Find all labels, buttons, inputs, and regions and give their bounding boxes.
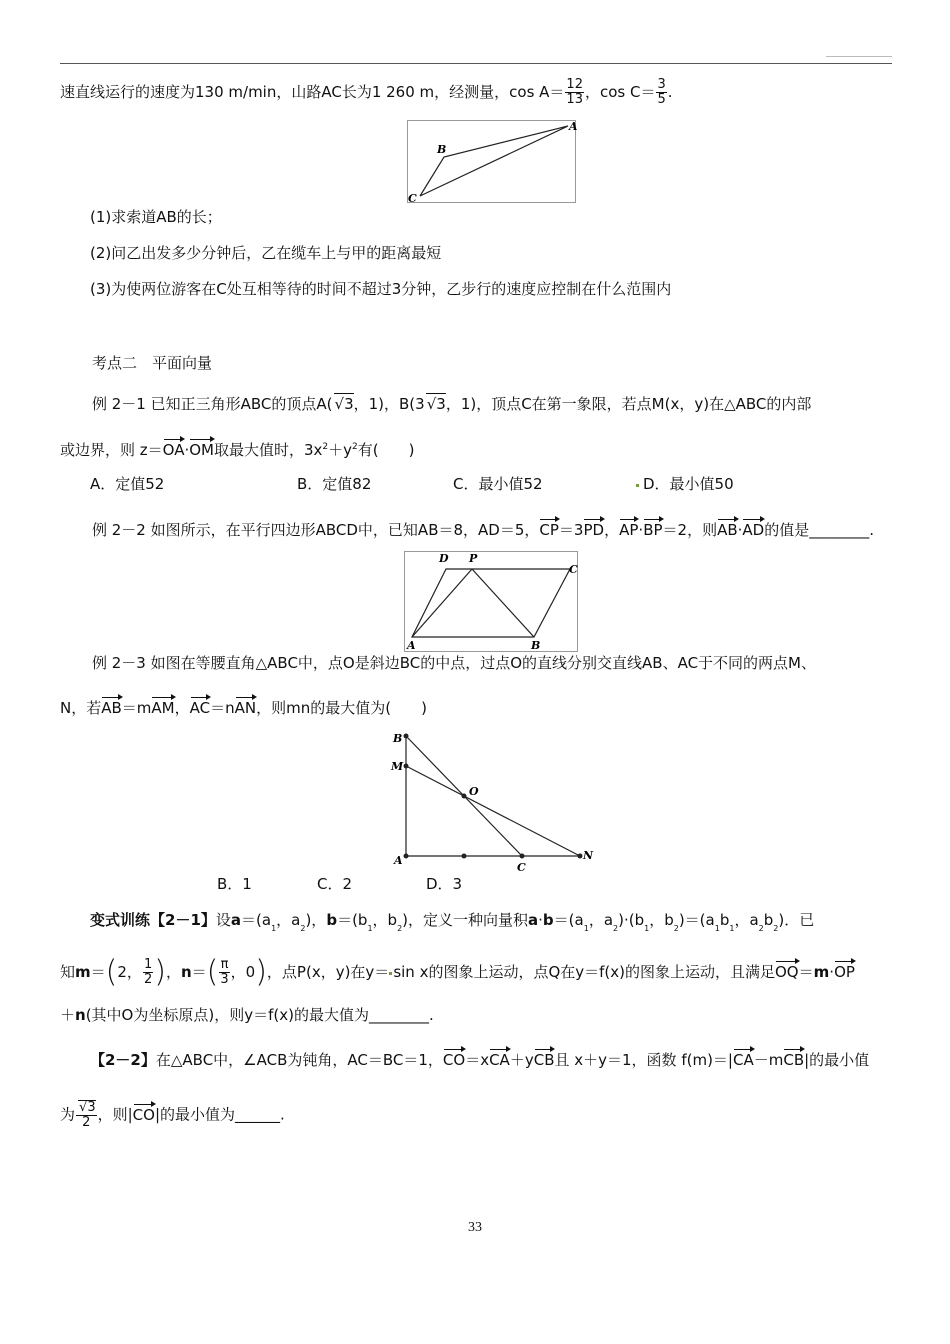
- label-B: B: [437, 143, 447, 156]
- problem1-q1: (1)求索道AB的长；: [90, 208, 222, 226]
- vector-CB: CB: [783, 1051, 805, 1069]
- page-number: 33: [468, 1220, 482, 1235]
- ex21-option-a: A．定值52: [90, 475, 165, 493]
- figure-parallelogram: [404, 551, 579, 657]
- label-C: C: [517, 861, 526, 874]
- marker-dot: [636, 484, 639, 487]
- header-rule: [60, 63, 892, 64]
- label-P: P: [469, 552, 478, 565]
- vector-CB: CB: [533, 1051, 555, 1069]
- problem1-intro: 速直线运行的速度为130 m/min，山路AC长为1 260 m，经测量，cos A＝ $\frac{12}{13}$ ，cos C＝ $\frac{3}{5}$ .: [60, 77, 673, 107]
- ex21-line2: 或边界，则 z＝OA·OM取最大值时，$3x^2+y^2$有( ): [60, 441, 415, 459]
- vector-BP: BP: [643, 521, 663, 539]
- label-C: C: [569, 563, 578, 576]
- problem1-q2: (2)问乙出发多少分钟后，乙在缆车上与甲的距离最短: [90, 244, 442, 262]
- vector-OA: OA: [162, 441, 185, 459]
- vector-AD: AD: [742, 521, 765, 539]
- vector-AB: AB: [101, 699, 122, 717]
- vector-OM: OM: [189, 441, 214, 459]
- var21-line2: 知m＝(2， $\frac{1}{2}$ )，n＝( $\frac{\pi}{3}$ ，0)，点P(x，y)在y＝ sin x的图象上运动，点Q在y＝f(x)的图象上运动，且满足OQ＝m·OP: [60, 954, 855, 990]
- pi-third-fraction: $\frac{\pi}{3}$: [220, 957, 229, 987]
- label-B: B: [393, 732, 403, 745]
- vector-CP: CP: [539, 521, 559, 539]
- problem1-q3: (3)为使两位游客在C处互相等待的时间不超过3分钟，乙步行的速度应控制在什么范围内: [90, 280, 672, 298]
- var21-line3: ＋n(其中O为坐标原点)，则y＝f(x)的最大值为________.: [60, 1006, 434, 1024]
- var22-line2: 为 $\frac{√3}{2}$ ，则|CO|的最小值为______.: [60, 1100, 285, 1130]
- label-M: M: [391, 760, 404, 773]
- ex22-text: 例 2－2 如图所示，在平行四边形ABCD中，已知AB＝8，AD＝5，CP＝3PD，AP·BP＝2，则AB·AD的值是________.: [92, 521, 875, 539]
- ex21-option-b: B．定值82: [297, 475, 372, 493]
- marker-dot: [389, 972, 392, 975]
- label-A: A: [569, 120, 577, 133]
- label-B: B: [531, 639, 541, 652]
- cosC-fraction: $\frac{3}{5}$: [657, 77, 666, 107]
- figure-isosceles-right-triangle: [390, 728, 600, 878]
- figure-triangle-abc: [407, 120, 577, 208]
- label-N: N: [583, 849, 594, 862]
- vector-CO: CO: [442, 1051, 466, 1069]
- vector-OP: OP: [834, 963, 855, 981]
- vector-AP: AP: [619, 521, 639, 539]
- vector-CO: CO: [132, 1105, 155, 1124]
- var21-line1: 变式训练【2－1】设$a=(a_1$，$a_2$)，$b=(b_1$，$b_2$)，定义一种向量积$a\cdot b=(a_1$，$a_2)\cdot(b_1$，$b_2)=(a_1b_1$，$a_2b_2$)．已: [90, 911, 815, 933]
- ex23-option-c: C．2: [317, 875, 353, 893]
- label-A: A: [407, 639, 416, 652]
- problem1-text-b: ，cos C＝: [584, 83, 656, 101]
- ex23-line2: N，若AB＝mAM，AC＝nAN，则mn的最大值为( ): [60, 699, 427, 717]
- vector-AN: AN: [234, 699, 257, 717]
- sqrt3-half-fraction: $\frac{√3}{2}$: [76, 1100, 97, 1130]
- vector-CA: CA: [489, 1051, 510, 1069]
- vector-PD: PD: [583, 521, 605, 539]
- ex23-option-d: D．3: [426, 875, 463, 893]
- half-fraction: $\frac{1}{2}$: [143, 957, 153, 987]
- sqrt-3: √3: [334, 395, 354, 413]
- ex21-option-d: D．最小值50: [636, 474, 734, 494]
- ex23-line1: 例 2－3 如图在等腰直角△ABC中，点O是斜边BC的中点，过点O的直线分别交直线AB、AC于不同的两点M、: [92, 654, 817, 672]
- section-title: 考点二 平面向量: [92, 354, 213, 372]
- label-D: D: [439, 552, 449, 565]
- problem1-text-a: 速直线运行的速度为130 m/min，山路AC长为1 260 m，经测量，cos A＝: [60, 83, 565, 101]
- sqrt-3b: √3: [426, 395, 446, 413]
- cosA-fraction: $\frac{12}{13}$: [566, 77, 583, 107]
- ex23-option-b: B．1: [217, 875, 252, 893]
- var22-line1: 【2－2】在△ABC中，∠ACB为钝角，AC＝BC＝1，CO＝xCA＋yCB且 x＋y＝1，函数 f(m)＝|CA－mCB|的最小值: [90, 1051, 870, 1069]
- label-C: C: [408, 192, 417, 204]
- vector-AC: AC: [189, 699, 211, 717]
- vector-OQ: OQ: [775, 963, 799, 981]
- vector-AB: AB: [717, 521, 738, 539]
- ex21-option-c: C．最小值52: [453, 475, 543, 493]
- header-mark: [826, 56, 892, 57]
- label-A: A: [394, 854, 403, 867]
- label-O: O: [469, 785, 479, 798]
- ex21-line1: 例 2－1 已知正三角形ABC的顶点A( √3，1)，B(3 √3，1)，顶点C在第一象限，若点M(x，y)在△ABC的内部: [92, 395, 812, 413]
- vector-CA: CA: [732, 1051, 754, 1069]
- vector-AM: AM: [151, 699, 175, 717]
